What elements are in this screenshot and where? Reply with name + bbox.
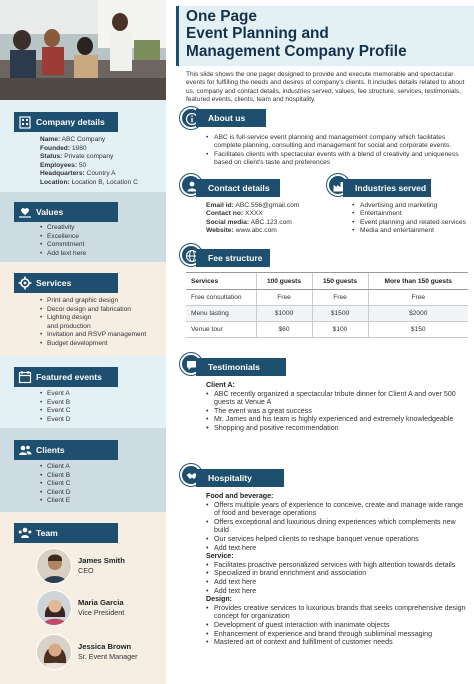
hand-heart-icon: [17, 204, 33, 220]
table-header: 150 guests: [312, 273, 368, 290]
hospitality-group-label: Service:: [206, 552, 234, 561]
users-icon: [17, 442, 33, 458]
list-item: • Specialized in brand enrichment and association: [206, 569, 470, 578]
list-item: • Add text here: [40, 250, 86, 259]
list-item: • Client D: [40, 489, 70, 498]
list-item: • The event was a great success: [206, 407, 468, 416]
company-founded-row: Founded: 1980: [40, 144, 87, 152]
title-line: Management Company Profile: [186, 42, 407, 60]
avatar: [36, 590, 72, 626]
list-item: • Decor design and fabrication: [40, 306, 146, 315]
list-item: • Shopping and positive recommendation: [206, 424, 468, 433]
industries-list: [352, 202, 474, 236]
building-icon: [17, 114, 33, 130]
team-member: [36, 548, 164, 586]
email-row: Email id: ABC.556@gmail.com: [206, 202, 300, 209]
member-name: Maria Garcia: [78, 598, 124, 607]
list-item: • Our services helped clients to reshape banquet venue operations: [206, 535, 470, 544]
team-section: [0, 512, 166, 684]
services-list: [40, 297, 146, 349]
team-member: [36, 634, 164, 672]
values-heading: Values: [14, 202, 118, 222]
about-list: [206, 134, 468, 168]
intro-text: This slide shows the one pager designed to provide and execute memorable and spectacular events for fulfilling the needs and desires of company's clients. It includes details related to about us, company and contact details, industries served, values, fee structure, services, testimonials, featured events, clients, team and hospitality.: [186, 71, 465, 103]
contact-number-row: Contact no: XXXX: [206, 210, 263, 218]
company-name-row: Name: ABC Company: [40, 136, 106, 143]
clients-heading: Clients: [14, 440, 118, 460]
member-role: Vice President: [78, 608, 125, 617]
featured-events-heading: Featured events: [14, 367, 118, 387]
company-status-row: Status: Private company: [40, 153, 114, 161]
table-cell: Free: [368, 290, 468, 306]
table-cell: $100: [312, 322, 368, 338]
list-item: • Add text here: [206, 578, 470, 587]
hospitality-group-label: Design:: [206, 595, 233, 604]
list-item: • Budget development: [40, 340, 146, 349]
list-item: • Creativity: [40, 224, 86, 233]
list-item: • ABC is full-service event planning and management company which facilitates complete planning, consulting and management for social and corporate events.: [206, 134, 468, 151]
table-row: [186, 290, 468, 306]
table-cell: $150: [368, 322, 468, 338]
company-headquarters-row: Headquarters: Country A: [40, 170, 116, 178]
contact-list: [206, 202, 336, 236]
services-section: [0, 262, 166, 356]
list-item: • Print and graphic design: [40, 297, 146, 306]
testimonial-client: Client A:: [206, 381, 235, 389]
list-item: • Facilitates proactive personalized services with high attention towards details: [206, 561, 470, 570]
list-item: • Entertainment: [352, 210, 474, 218]
list-item: • Development of guest interaction with inanimate objects: [206, 621, 470, 630]
website-row: Website: www.abc.com: [206, 227, 277, 235]
list-item: • Event C: [40, 407, 70, 416]
table-cell: Free: [312, 290, 368, 306]
company-details-heading: Company details: [14, 112, 118, 132]
table-cell: $1500: [312, 306, 368, 322]
table-cell: $60: [256, 322, 312, 338]
list-item: • Add text here: [206, 544, 470, 553]
contact-heading: Contact details: [196, 179, 280, 197]
list-item: • Event planning and related services: [352, 219, 474, 227]
list-item: • Commitment: [40, 241, 86, 250]
list-item: • Event A: [40, 390, 70, 399]
social-media-row: Social media: ABC.123.com: [206, 218, 292, 226]
hospitality-group-label: Food and beverage:: [206, 492, 274, 500]
fee-heading: Fee structure: [196, 249, 270, 267]
hospitality-body: [206, 492, 470, 647]
list-item-continuation: and production: [47, 322, 91, 330]
list-item: • ABC recently organized a spectacular tribute dinner for Client A and over 500: [206, 390, 468, 399]
company-details-list: [40, 136, 138, 188]
testimonials-list: [206, 390, 468, 433]
values-list: [40, 224, 86, 258]
featured-events-list: [40, 390, 70, 424]
list-item: • Offers exceptional and luxurious dining experiences which complements new build: [206, 518, 470, 535]
hospitality-heading: Hospitality: [196, 469, 284, 487]
company-details-section: [0, 100, 166, 192]
page-title: [186, 8, 407, 60]
table-header-row: [186, 273, 468, 290]
team-icon: [17, 525, 33, 541]
avatar: [36, 548, 72, 584]
team-heading: Team: [14, 523, 118, 543]
member-name: James Smith: [78, 556, 125, 565]
clients-section: [0, 428, 166, 512]
table-cell: Free consultation: [186, 290, 256, 306]
table-cell: Venue tour: [186, 322, 256, 338]
table-header: Services: [186, 273, 256, 290]
list-item: • Mr. James and his team is highly experienced and extremely knowledgeable: [206, 415, 468, 424]
list-item: • Enhancement of experience and brand through subliminal messaging: [206, 630, 470, 639]
list-item: • Client B: [40, 472, 70, 481]
list-item-continuation: guests at Venue A: [214, 398, 272, 407]
testimonials-body: [206, 381, 468, 433]
table-cell: $1000: [256, 306, 312, 322]
list-item: • Client C: [40, 480, 70, 489]
list-item: • Invitation and RSVP management: [40, 331, 146, 340]
testimonials-heading: Testimonials: [196, 358, 286, 376]
table-header: 100 guests: [256, 273, 312, 290]
table-cell: $2000: [368, 306, 468, 322]
industries-heading: Industries served: [343, 179, 431, 197]
clients-list: [40, 463, 70, 506]
list-item: • Lighting design: [40, 314, 146, 323]
member-role: Sr. Event Manager: [78, 652, 138, 661]
design-list: [206, 604, 470, 647]
company-location-row: Location: Location B, Location C: [40, 178, 138, 186]
list-item: • Provides creative services to luxurious brands that seeks comprehensive design concept for organization: [206, 604, 470, 621]
member-role: CEO: [78, 566, 94, 575]
table-cell: Menu tasting: [186, 306, 256, 322]
list-item: • Advertising and marketing: [352, 202, 474, 210]
calendar-icon: [17, 369, 33, 385]
title-line: Event Planning and: [186, 25, 329, 43]
list-item: • Media and entertainment: [352, 227, 474, 235]
list-item: • Event D: [40, 416, 70, 425]
gear-icon: [17, 275, 33, 291]
table-cell: Free: [256, 290, 312, 306]
table-header: More than 150 guests: [368, 273, 468, 290]
values-section: [0, 192, 166, 262]
list-item: • Event B: [40, 399, 70, 408]
list-item: • Add text here: [206, 587, 470, 596]
table-row: [186, 322, 468, 338]
member-name: Jessica Brown: [78, 642, 132, 651]
list-item: • Mastered art of context and fulfillment of customer needs: [206, 638, 470, 647]
title-accent-bar: [176, 6, 179, 66]
avatar: [36, 634, 72, 670]
services-heading: Services: [14, 273, 118, 293]
service-list: [206, 561, 470, 595]
team-member: [36, 590, 164, 628]
left-column: [0, 0, 166, 684]
title-line: One Page: [186, 8, 257, 25]
table-row: [186, 306, 468, 322]
list-item: • Excellence: [40, 233, 86, 242]
list-item: • Offers multiple years of experience to conceive, create and manage wide range of food and beverage operations: [206, 501, 470, 518]
fee-table: [186, 272, 468, 338]
list-item: • Client E: [40, 497, 70, 506]
food-beverage-list: [206, 501, 470, 553]
about-heading: About us: [196, 109, 266, 127]
featured-events-section: [0, 356, 166, 428]
list-item: • Client A: [40, 463, 70, 472]
list-item: • Facilitates clients with spectacular events with a blend of creativity and uniqueness based on client's taste and preferences: [206, 151, 468, 168]
company-employees-row: Employees: 50: [40, 161, 87, 169]
hero-photo: [0, 0, 166, 100]
